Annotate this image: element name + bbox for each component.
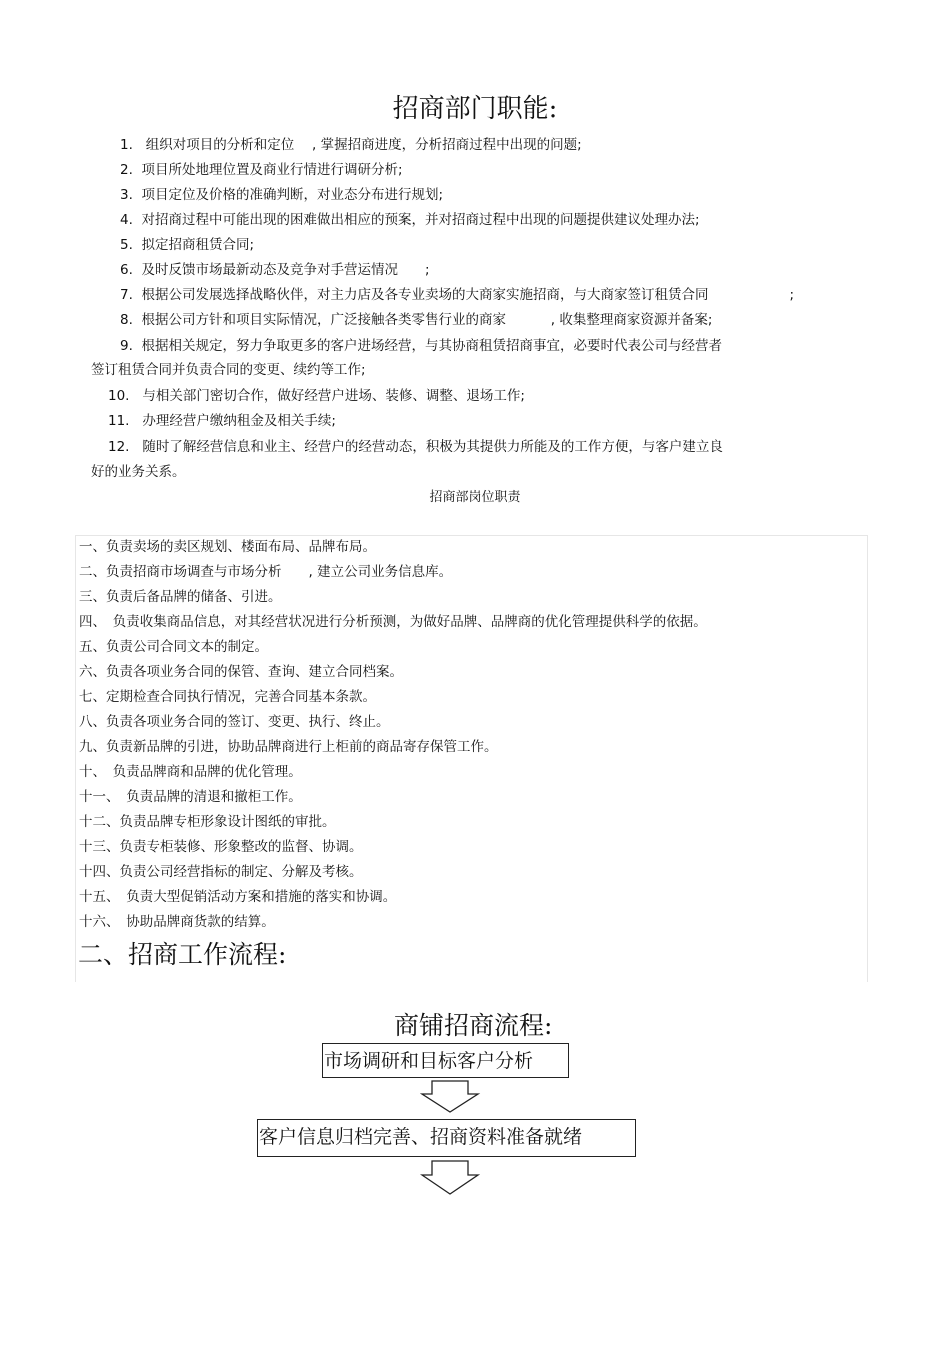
duty-item: 五、负责公司合同文本的制定。 <box>79 639 268 655</box>
item-number: 12. <box>108 439 130 455</box>
item-text: 办理经营户缴纳租金及相关手续; <box>142 413 336 429</box>
duty-item: 十一、 负责品牌的清退和撤柜工作。 <box>79 789 302 805</box>
item-number: 10. <box>108 388 130 404</box>
list-item <box>108 412 336 430</box>
duty-item: 六、负责各项业务合同的保管、查询、建立合同档案。 <box>79 664 403 680</box>
list-item <box>120 337 722 355</box>
list-item <box>108 387 525 405</box>
list-item <box>120 311 712 329</box>
duty-item: 十六、 协助品牌商货款的结算。 <box>79 914 275 930</box>
item-text: 根据公司方针和项目实际情况，广泛接触各类零售行业的商家 , 收集整理商家资源并备案; <box>141 312 713 328</box>
page-title: 招商部门职能: <box>392 94 558 124</box>
section-heading: 二、招商工作流程: <box>78 940 287 969</box>
duty-item: 一、负责卖场的卖区规划、楼面布局、品牌布局。 <box>79 539 376 555</box>
section-subtitle: 招商部岗位职责 <box>429 490 521 505</box>
duty-item: 八、负责各项业务合同的签订、变更、执行、终止。 <box>79 714 390 730</box>
duty-item: 十、 负责品牌商和品牌的优化管理。 <box>79 764 302 780</box>
item-number: 5. <box>120 237 133 253</box>
down-arrow-icon <box>420 1080 482 1114</box>
duty-item: 十五、 负责大型促销活动方案和措施的落实和协调。 <box>79 889 397 905</box>
list-item-continued: 签订租赁合同并负责合同的变更、续约等工作; <box>91 362 366 378</box>
duties-box <box>75 535 868 982</box>
item-text: 项目定位及价格的准确判断，对业态分布进行规划; <box>141 187 444 203</box>
duty-item: 三、负责后备品牌的储备、引进。 <box>79 589 282 605</box>
item-text: 组织对项目的分析和定位 , 掌握招商进度，分析招商过程中出现的问题; <box>145 137 582 153</box>
item-text: 拟定招商租赁合同; <box>141 237 255 253</box>
list-item <box>120 161 403 179</box>
item-text: 及时反馈市场最新动态及竞争对手营运情况 ; <box>141 262 430 278</box>
duty-item: 十四、负责公司经营指标的制定、分解及考核。 <box>79 864 363 880</box>
item-number: 7. <box>120 287 133 303</box>
list-item <box>120 186 443 204</box>
list-item-continued: 好的业务关系。 <box>91 464 186 480</box>
duty-item: 十三、负责专柜装修、形象整改的监督、协调。 <box>79 839 363 855</box>
duty-item: 七、定期检查合同执行情况，完善合同基本条款。 <box>79 689 376 705</box>
item-number: 4. <box>120 212 133 228</box>
item-number: 2. <box>120 162 133 178</box>
flow-step-box: 客户信息归档完善、招商资料准备就绪 <box>257 1119 636 1157</box>
flow-step-box: 市场调研和目标客户分析 <box>322 1043 569 1078</box>
item-text: 对招商过程中可能出现的困难做出相应的预案，并对招商过程中出现的问题提供建议处理办法; <box>141 212 700 228</box>
duty-item: 九、负责新品牌的引进，协助品牌商进行上柜前的商品寄存保管工作。 <box>79 739 498 755</box>
list-item <box>120 136 582 154</box>
list-item <box>120 261 430 279</box>
list-item <box>108 438 723 456</box>
item-number: 9. <box>120 338 133 354</box>
list-item <box>120 236 254 254</box>
item-number: 8. <box>120 312 133 328</box>
item-text: 根据相关规定，努力争取更多的客户进场经营，与其协商租赁招商事宜，必要时代表公司与经营者 <box>141 338 722 354</box>
list-item <box>120 286 794 304</box>
item-number: 11. <box>108 413 130 429</box>
item-text: 与相关部门密切合作，做好经营户进场、装修、调整、退场工作; <box>142 388 525 404</box>
item-text: 项目所处地理位置及商业行情进行调研分析; <box>141 162 403 178</box>
flow-title: 商铺招商流程: <box>394 1011 553 1040</box>
item-number: 1. <box>120 137 133 153</box>
list-item <box>120 211 700 229</box>
item-text: 随时了解经营信息和业主、经营户的经营动态，积极为其提供力所能及的工作方便，与客户建立良 <box>142 439 723 455</box>
item-text: 根据公司发展选择战略伙伴，对主力店及各专业卖场的大商家实施招商，与大商家签订租赁合同 ; <box>141 287 795 303</box>
down-arrow-icon <box>420 1160 482 1196</box>
duty-item: 二、负责招商市场调查与市场分析 , 建立公司业务信息库。 <box>79 564 453 580</box>
duty-item: 十二、负责品牌专柜形象设计图纸的审批。 <box>79 814 336 830</box>
item-number: 6. <box>120 262 133 278</box>
item-number: 3. <box>120 187 133 203</box>
duty-item: 四、 负责收集商品信息，对其经营状况进行分析预测，为做好品牌、品牌商的优化管理提供科学的依据。 <box>79 614 707 630</box>
